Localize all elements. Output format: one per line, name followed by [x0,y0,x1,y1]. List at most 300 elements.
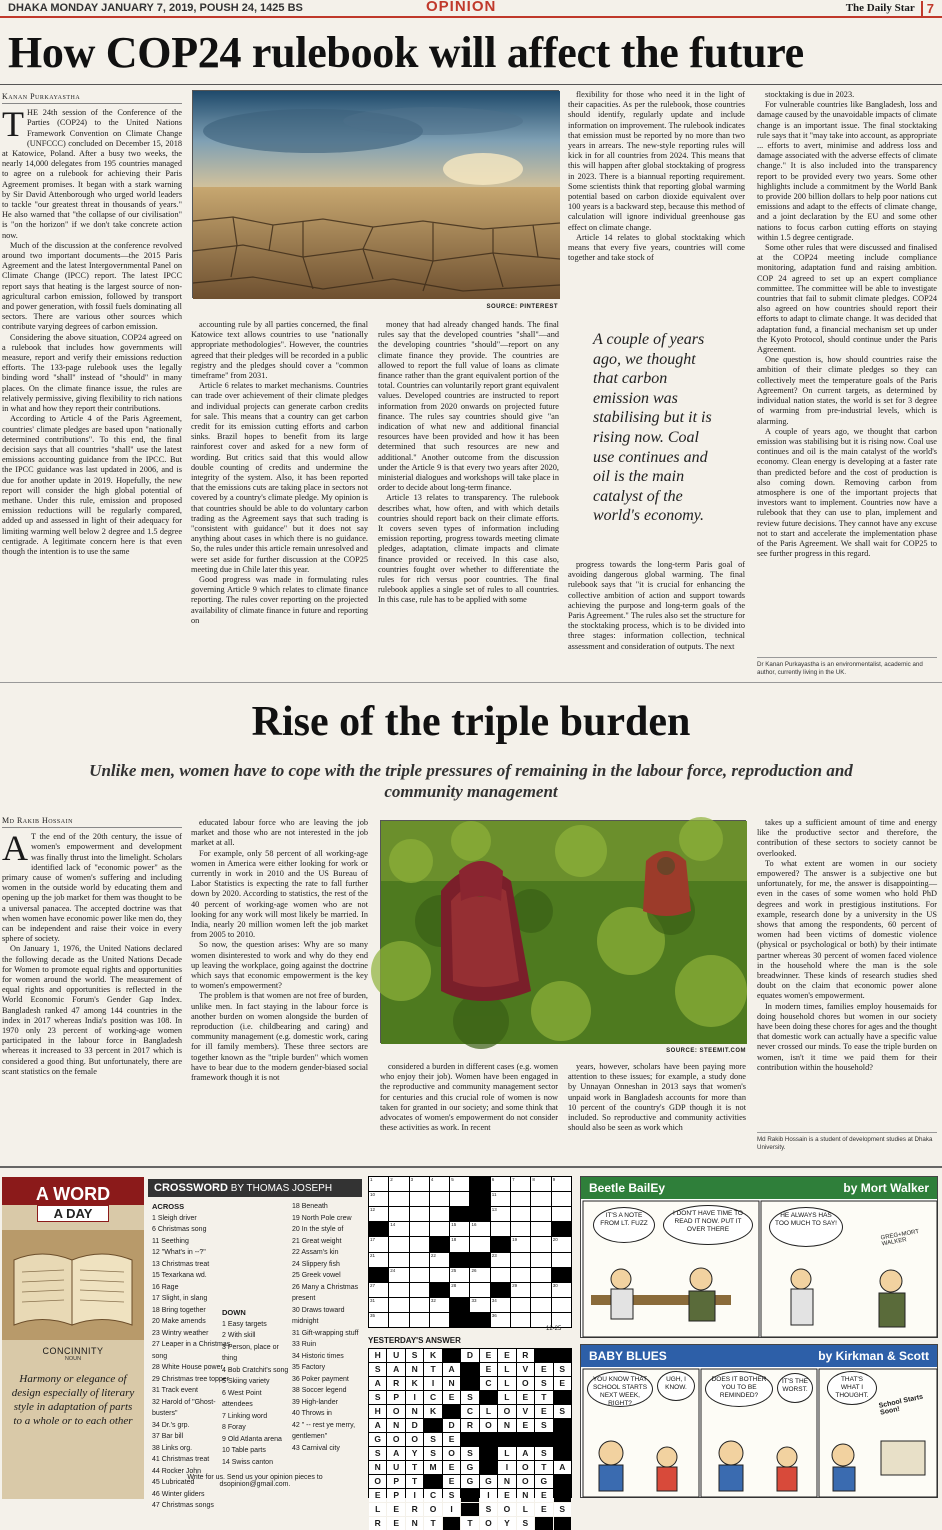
grid-cell[interactable] [389,1298,408,1312]
article1-col1 [2,92,182,676]
black-square [552,1222,571,1236]
clue: 18 Beneath [292,1203,328,1210]
grid-cell[interactable]: 3 [410,1177,429,1191]
answer-cell: C [424,1489,441,1502]
answer-cell: D [461,1349,478,1362]
black-square [552,1268,571,1282]
footer-email[interactable]: dsopinion@gmail.com. [219,1481,291,1488]
answer-cell: E [535,1363,552,1376]
clue: 31 Track event [152,1387,198,1394]
clue: 6 West Point attendees [222,1389,262,1408]
beetle-bailey-comic [580,1176,938,1338]
clue: 9 Old Atlanta arena [222,1435,282,1443]
beetle-bubble-3: HE ALWAYS HAS TOO MUCH TO SAY! [769,1207,843,1247]
grid-cell[interactable] [410,1268,429,1282]
article1-col5 [757,90,937,650]
grid-cell[interactable] [491,1268,510,1282]
grid-cell[interactable] [430,1207,449,1221]
grid-cell[interactable] [450,1192,469,1206]
answer-cell: M [424,1461,441,1474]
black-square [450,1253,469,1267]
answer-cell: K [406,1377,423,1390]
grid-cell[interactable] [470,1283,489,1297]
grid-cell[interactable] [552,1313,571,1327]
black-square [461,1489,478,1502]
grid-cell[interactable]: 12 [369,1207,388,1221]
answer-cell: G [461,1461,478,1474]
grid-cell[interactable] [389,1283,408,1297]
drought-photo [192,90,559,298]
grid-cell[interactable]: 15 [450,1222,469,1236]
grid-cell[interactable] [531,1283,550,1297]
clue: 13 Christmas treat [152,1260,210,1268]
grid-cell[interactable] [430,1192,449,1206]
crossword-box [148,1177,362,1509]
paragraph: T the end of the 20th century, the issue of women's empowerment and development was finally thrust into the limelight. Scholars identified lack of "economic power" as the primary cause of women's suffering and including women in the outside world by educating them and opening up the job market for them was thought to be a universal panacea. The accepted doctrine was that when women have economic power like men do, they can be independent and raise their voice in every sphere of society. [2,832,182,944]
answer-cell: E [517,1391,534,1404]
answer-cell: G [461,1475,478,1488]
black-square [480,1461,497,1474]
article2-byline: Md Rakib Hossain [2,816,182,828]
article1-col2 [191,320,368,676]
clue-list-col3 [292,1201,360,1454]
beetle-signature: GREG+MORT WALKER [880,1228,920,1248]
article2-col5 [757,818,937,1124]
article2-author-bio: Md Rakib Hossain is a student of development studies at Dhaka University. [757,1132,937,1151]
answer-cell: E [480,1363,497,1376]
answer-cell: Y [406,1447,423,1460]
grid-cell[interactable]: 28 [450,1283,469,1297]
beetle-bubble-2: I DON'T HAVE TIME TO READ IT NOW. PUT IT OVER THERE [663,1205,753,1245]
grid-cell[interactable] [389,1313,408,1327]
answer-cell: E [443,1475,460,1488]
grid-cell[interactable]: 25 [450,1268,469,1282]
grid-cell[interactable]: 1 [369,1177,388,1191]
word-a-day-part-of-speech: NOUN [64,1356,82,1362]
clue: 33 Ruin [292,1341,317,1348]
blues-bubble-2: UGH, I KNOW. [657,1371,695,1401]
clue: 1 Sleigh driver [152,1214,197,1222]
school-sign: School Starts Soon! [878,1393,924,1417]
answer-cell: L [517,1503,534,1516]
grid-cell[interactable]: 26 [470,1268,489,1282]
grid-cell[interactable]: 13 [491,1207,510,1221]
beetle-bailey-author: by Mort Walker [843,1181,929,1195]
grid-cell[interactable] [552,1298,571,1312]
paragraph: On January 1, 1976, the United Nations declared the following decade as the United Nations Decade for Women to promote equal rights and opportunities for women around the world. The measurement of equal rights and opportunities is reflected in the World Economic Forum's Gender Gap Index. Bangladesh ranked 47 among 144 countries in the index in 2017 whereas India's position was 108. In 1970 only 23 percent of working-age women participated in the labour force in Bangladesh whereas it increased to 33 percent in 2017 which is considered a good thing. But unfortunately, there are scant statistics on the female [2,944,182,1076]
newspaper-logo: The Daily Star [845,2,915,14]
answer-cell: I [498,1461,515,1474]
grid-cell[interactable] [389,1192,408,1206]
baby-blues-author: by Kirkman & Scott [818,1349,929,1363]
answer-cell: I [406,1391,423,1404]
clue: 47 Christmas songs [152,1502,214,1509]
answer-cell: I [424,1377,441,1390]
clue: 34 Historic times [292,1352,344,1360]
headline-rule [0,84,942,85]
answer-cell: N [387,1419,404,1432]
clue: 28 White House power [152,1364,223,1371]
grid-cell[interactable]: 32 [430,1298,449,1312]
article1-byline: Kanan Purkayastha [2,92,182,104]
across-heading: ACROSS [152,1202,185,1211]
grid-cell[interactable]: 35 [369,1313,388,1327]
baby-blues-header [581,1345,937,1367]
black-square [480,1433,497,1446]
answer-cell: S [424,1433,441,1446]
article2-headline: Rise of the triple burden [251,699,691,745]
paragraph: Article 14 relates to global stocktaking which means that every five years, countries will come together and take stock of [568,232,745,263]
paragraph: progress towards the long-term Paris goal of avoiding dangerous global warming. The final rulebook says that "it is crucial for enhancing the collective ambition of action and support towards achieving the purpose and long-term goals of the Paris Agreement." The rules also set the structure for the stocktaking process, which is to be divided into three stages: information collection, technical assessment and consideration of outputs. The next [568,560,745,651]
answer-cell: A [517,1447,534,1460]
answer-cell: R [517,1349,534,1362]
grid-cell[interactable] [531,1222,550,1236]
answer-cell: S [443,1489,460,1502]
grid-cell[interactable] [511,1207,530,1221]
black-square [424,1419,441,1432]
clue: 40 Throws in [292,1410,332,1417]
answer-cell: C [461,1405,478,1418]
grid-cell[interactable]: 2 [389,1177,408,1191]
answer-cell: E [443,1433,460,1446]
grid-cell[interactable] [430,1313,449,1327]
grid-cell[interactable] [531,1253,550,1267]
answer-cell: E [498,1349,515,1362]
grid-cell[interactable] [491,1222,510,1236]
clue: 38 Links org. [152,1444,193,1452]
black-square [443,1349,460,1362]
answer-cell: S [461,1391,478,1404]
paragraph: takes up a sufficient amount of time and energy like the productive sector and therefore, the contribution of these sectors to society cannot be overlooked. [757,818,937,858]
answer-cell: L [480,1405,497,1418]
grid-cell[interactable] [410,1298,429,1312]
clue: 27 Leaper in a Christmas song [152,1341,231,1360]
grid-cell[interactable]: 19 [511,1237,530,1251]
answer-cell: N [517,1489,534,1502]
crossword-author: BY THOMAS JOSEPH [230,1183,333,1194]
grid-cell[interactable]: 18 [450,1237,469,1251]
answer-cell: O [498,1405,515,1418]
answer-cell: D [406,1419,423,1432]
grid-cell[interactable] [430,1268,449,1282]
grid-cell[interactable]: 24 [389,1268,408,1282]
black-square [517,1433,534,1446]
answer-cell: L [369,1503,386,1516]
grid-cell[interactable]: 21 [369,1253,388,1267]
grid-cell[interactable]: 34 [491,1298,510,1312]
answer-cell: O [480,1419,497,1432]
grid-cell[interactable]: 7 [511,1177,530,1191]
word-a-day-subtitle: A DAY [37,1205,109,1222]
grid-cell[interactable] [531,1268,550,1282]
grid-cell[interactable] [410,1192,429,1206]
answer-label: YESTERDAY'S ANSWER [368,1336,461,1345]
paragraph: To what extent are women in our society empowered? The answer is a subjective one but unfortunately, for me, the answer is disappointing—even in the cases of some women who hold PhD degrees and work in prestigious institutions. For example, research done by a university in the US shows that among the respondents, 60 percent of women had been victims of domestic violence (physical or psychological or both) by their intimate partner whereas 30 percent of women faced violence in the household where the man is the sole breadwinner. These kinds of research studies shed doubt on the claim that economic power alone equates women's empowerment. [757,858,937,1001]
grid-cell[interactable] [430,1222,449,1236]
clue: 21 Great weight [292,1237,342,1245]
answer-cell: E [535,1405,552,1418]
crossword-grid[interactable] [368,1176,572,1328]
grid-cell[interactable]: 8 [531,1177,550,1191]
black-square [480,1447,497,1460]
grid-cell[interactable]: 14 [389,1222,408,1236]
black-square [424,1475,441,1488]
answer-cell: O [498,1503,515,1516]
black-square [554,1349,571,1362]
black-square [450,1207,469,1221]
answer-cell: S [535,1377,552,1390]
grid-cell[interactable] [511,1222,530,1236]
paragraph: Article 13 relates to transparency. The rulebook describes what, how often, and with which details countries should report back on their climate efforts. It covers seven types of information including emission reporting, progress towards meeting climate pledges, adaptation, climate impacts and climate finance provided or received. In this case also, countries fought over whether to differentiate the rules for rich versus poor countries. The final rulebook applies a single set of rules to all countries. In this case, rule has to be applied with some [378,493,559,605]
answer-cell: U [387,1461,404,1474]
answer-cell: E [443,1461,460,1474]
crossword-header [148,1179,362,1197]
article1-author-bio: Dr Kanan Purkayastha is an environmentalist, academic and author, currently living in the UK. [757,657,937,676]
article1-col3 [378,320,559,676]
answer-cell: K [424,1349,441,1362]
black-square [498,1433,515,1446]
answer-cell: P [387,1391,404,1404]
grid-cell[interactable]: 36 [491,1313,510,1327]
black-square [461,1363,478,1376]
paragraph: One question is, how should countries raise the ambition of their climate pledges so they can collectively meet the temperature goals of the Paris Agreement? On current targets, as determined by individual nation states, the world is set for 3 degree of warming from pre-industrial levels, which is alarming. [757,355,937,426]
answer-cell: T [535,1391,552,1404]
answer-cell: T [406,1475,423,1488]
black-square [470,1253,489,1267]
clue: 6 Christmas song [152,1226,207,1233]
grid-cell[interactable] [531,1298,550,1312]
answer-cell: G [369,1433,386,1446]
grid-cell[interactable]: 16 [470,1222,489,1236]
grid-cell[interactable] [552,1207,571,1221]
paragraph: Good progress was made in formulating rules governing Article 9 which relates to climate finance reporting. The rules cover reporting on the projected availability of climate finance in future and reporting on [191,575,368,625]
answer-grid [368,1348,572,1528]
answer-cell: O [517,1461,534,1474]
black-square [554,1517,571,1530]
grid-cell[interactable] [410,1207,429,1221]
grid-cell[interactable]: 23 [491,1253,510,1267]
grid-cell[interactable] [410,1283,429,1297]
grid-cell[interactable]: 17 [369,1237,388,1251]
grid-cell[interactable] [511,1298,530,1312]
answer-cell: E [535,1489,552,1502]
answer-cell: O [369,1475,386,1488]
black-square [470,1207,489,1221]
answer-cell: U [387,1349,404,1362]
black-square [369,1268,388,1282]
answer-cell: O [517,1377,534,1390]
answer-cell: L [498,1447,515,1460]
paragraph: Much of the discussion at the conference revolved around two important documents—the 2015 Paris Agreement and the latest Intergovernmental Panel on Climate Change (IPCC) report. The latest IPCC report says that heating is the largest source of non-agricultural carbon emission, followed by transport and power generation, with fossil fuels dominating all sectors. There are various other sources which contribute varying degrees of carbon emission. [2,240,182,332]
grid-cell[interactable] [410,1253,429,1267]
answer-cell: S [535,1419,552,1432]
paragraph: For example, only 58 percent of all working-age women in America were either looking for work or currently in work in 2010 and the US Bureau of Labor Statistics is expecting the rate to fall further down by 2020. According to statistics, the rest of the 40 percent of working-age women who are not looking for any work will most likely be married. In India, nearly 20 million women left the job market from 2005 to 2010. [191,848,368,940]
clue: 41 Christmas treat [152,1456,210,1463]
grid-cell[interactable] [511,1253,530,1267]
grid-cell[interactable]: 22 [430,1253,449,1267]
answer-cell: S [554,1405,571,1418]
clue: 23 Wintry weather [152,1329,209,1337]
grid-cell[interactable]: 10 [369,1192,388,1206]
black-square [554,1447,571,1460]
black-square [491,1283,510,1297]
grid-cell[interactable] [511,1268,530,1282]
clue: 8 Foray [222,1424,246,1431]
black-square [554,1391,571,1404]
grid-cell[interactable] [511,1313,530,1327]
clue: 18 Bring together [152,1306,206,1314]
grid-cell[interactable]: 6 [491,1177,510,1191]
answer-cell: I [443,1503,460,1516]
grid-cell[interactable] [531,1313,550,1327]
word-a-day-box [2,1177,144,1499]
grid-cell[interactable] [552,1253,571,1267]
black-square [554,1475,571,1488]
clue: 15 Texarkana wd. [152,1272,207,1279]
answer-cell: R [406,1503,423,1516]
tea-garden-photo [380,820,746,1043]
answer-cell: R [387,1377,404,1390]
grid-cell[interactable] [389,1207,408,1221]
grid-cell[interactable] [410,1313,429,1327]
clue: 12 "What's in --?" [152,1249,206,1256]
answer-cell: A [369,1419,386,1432]
clue: 35 Factory [292,1364,326,1371]
answer-cell: O [443,1447,460,1460]
answer-cell: O [424,1503,441,1516]
answer-cell: N [406,1363,423,1376]
grid-cell[interactable] [410,1237,429,1251]
answer-cell: S [369,1447,386,1460]
blues-bubble-4: IT'S THE WORST. [777,1373,813,1403]
black-square [461,1433,478,1446]
women-picking-tea-image [381,821,747,1044]
grid-cell[interactable]: 30 [552,1283,571,1297]
dateline: DHAKA MONDAY JANUARY 7, 2019, POUSH 24, 1425 BS [8,2,303,14]
answer-cell: T [461,1517,478,1530]
answer-cell: G [480,1475,497,1488]
black-square [430,1237,449,1251]
answer-cell: P [387,1489,404,1502]
black-square [535,1349,552,1362]
answer-cell: N [406,1517,423,1530]
beetle-bubble-1: IT'S A NOTE FROM LT. FUZZ [593,1207,655,1243]
clue: 20 In the style of [292,1226,344,1233]
grid-cell[interactable] [552,1192,571,1206]
grid-cell[interactable]: 20 [552,1237,571,1251]
article2-photo-credit: SOURCE: STEEMIT.COM [666,1048,746,1054]
grid-cell[interactable]: 9 [552,1177,571,1191]
answer-cell: O [480,1517,497,1530]
article1-headline: How COP24 rulebook will affect the future [8,28,804,77]
answer-cell: S [369,1363,386,1376]
answer-cell: T [535,1461,552,1474]
clue: 25 Greek vowel [292,1272,341,1279]
clue: 16 Rage [152,1283,179,1291]
answer-cell: G [535,1475,552,1488]
down-clue-list [222,1319,292,1469]
grid-cell[interactable]: 5 [450,1177,469,1191]
answer-cell: O [387,1433,404,1446]
black-square [470,1192,489,1206]
clue: 5 Skiing variety [222,1378,270,1385]
article-divider [0,682,942,683]
clue: 38 Soccer legend [292,1387,347,1394]
grid-cell[interactable] [389,1253,408,1267]
answer-cell: S [554,1363,571,1376]
answer-cell: I [406,1489,423,1502]
answer-cell: S [554,1503,571,1516]
answer-cell: N [443,1377,460,1390]
clue: 19 North Pole crew [292,1214,352,1222]
grid-cell[interactable]: 11 [491,1192,510,1206]
answer-cell: C [480,1377,497,1390]
clue: 1 Easy targets [222,1320,267,1328]
answer-cell: N [406,1405,423,1418]
black-square [491,1237,510,1251]
answer-cell: L [498,1377,515,1390]
footer-line-1: Write for us. Send us your opinion pieces to [187,1474,323,1481]
section-label: OPINION [420,0,502,15]
article1-dropcap: T [2,104,24,145]
answer-cell: O [517,1475,534,1488]
answer-cell: C [424,1391,441,1404]
black-square [470,1177,489,1191]
cracked-earth-image [193,91,560,299]
word-a-day-term: CONCINNITY [42,1346,104,1356]
clue: 11 Seething [152,1237,189,1245]
grid-cell[interactable] [531,1207,550,1221]
grid-date: 12-25 [546,1326,562,1332]
article2-col1-text [2,828,182,1077]
article2-col1 [2,816,182,1156]
open-book-icon [2,1230,144,1340]
answer-cell: O [387,1405,404,1418]
grid-cell[interactable] [531,1237,550,1251]
beetle-bailey-title: Beetle BailEy [589,1181,666,1195]
paragraph: years, however, scholars have been paying more attention to these issues; for example, a study done by Unnayan Onneshan in 2013 says that women's unpaid work in Bangladesh accounts for more than 10 percent of the country's GDP though it is not included. So reproductive and community activities should also be seen as work which [568,1062,746,1133]
grid-cell[interactable] [410,1222,429,1236]
grid-cell[interactable] [389,1237,408,1251]
grid-cell[interactable]: 4 [430,1177,449,1191]
answer-cell: S [517,1517,534,1530]
grid-cell[interactable] [531,1192,550,1206]
clue: 29 Christmas tree topper [152,1375,230,1383]
black-square [554,1419,571,1432]
clue: 46 Winter gliders [152,1490,205,1498]
clue: 10 Table parts [222,1447,266,1454]
grid-cell[interactable]: 27 [369,1283,388,1297]
article1-col4b [568,560,745,678]
answer-cell: E [517,1419,534,1432]
black-square [470,1313,489,1327]
page-number: 7 [921,1,934,16]
black-square [554,1433,571,1446]
clue: 34 Dr.'s grp. [152,1421,190,1429]
grid-cell[interactable] [470,1237,489,1251]
clue: 42 " -- rest ye merry, gentlemen" [292,1421,356,1440]
grid-cell[interactable]: 31 [369,1298,388,1312]
answer-cell: Y [498,1517,515,1530]
black-square [450,1298,469,1312]
grid-cell[interactable]: 33 [470,1298,489,1312]
grid-cell[interactable]: 29 [511,1283,530,1297]
answer-cell: T [406,1461,423,1474]
beetle-bailey-header [581,1177,937,1199]
grid-cell[interactable] [511,1192,530,1206]
answer-cell: S [480,1503,497,1516]
black-square [535,1433,552,1446]
